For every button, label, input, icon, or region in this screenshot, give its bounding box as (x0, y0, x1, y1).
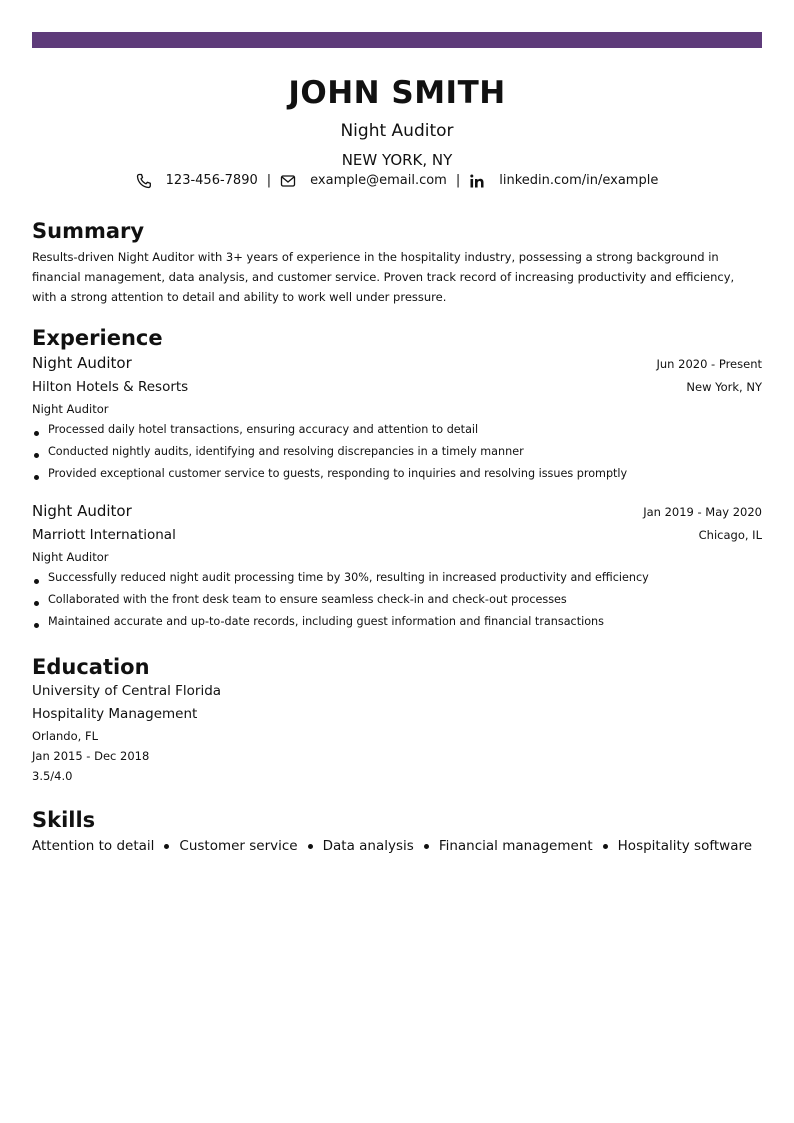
bullet-item: Processed daily hotel transactions, ensuring accuracy and attention to detail (32, 419, 762, 441)
skill-item: Data analysis (322, 838, 414, 854)
gpa: 3.5/4.0 (32, 769, 73, 783)
job-dates: Jan 2019 - May 2020 (643, 505, 762, 519)
candidate-name: JOHN SMITH (288, 75, 506, 111)
job-role: Night Auditor (32, 402, 109, 416)
experience-section (32, 325, 762, 647)
skill-item: Hospitality software (617, 838, 753, 854)
contact-separator: | (266, 173, 272, 188)
resume-header (32, 72, 762, 191)
degree-name: Hospitality Management (32, 706, 198, 722)
job-bullets (32, 419, 762, 485)
school-name: University of Central Florida (32, 683, 222, 699)
job-title: Night Auditor (32, 502, 132, 520)
skill-separator (424, 844, 429, 849)
skills-section (32, 807, 762, 858)
phone-icon (136, 173, 152, 189)
company-name: Hilton Hotels & Resorts (32, 379, 189, 395)
bullet-item: Collaborated with the front desk team to ensure seamless check-in and check-out processes (32, 589, 762, 611)
bullet-item: Provided exceptional customer service to guests, responding to inquiries and resolving issues promptly (32, 463, 762, 485)
experience-heading: Experience (32, 326, 163, 350)
skill-separator (308, 844, 313, 849)
bullet-item: Conducted nightly audits, identifying and resolving discrepancies in a timely manner (32, 441, 762, 463)
summary-text: Results-driven Night Auditor with 3+ years of experience in the hospitality industry, possessing a strong background in financial management, data analysis, and customer service. Proven track record of increasing productivity and efficiency, with a strong attention to detail and ability to work well under pressure. (32, 250, 735, 304)
education-heading: Education (32, 655, 150, 679)
job-location: New York, NY (686, 380, 762, 394)
skill-separator (603, 844, 608, 849)
job-bullets (32, 567, 762, 633)
job-title-headline: Night Auditor (340, 121, 454, 141)
contact-row (32, 171, 762, 191)
summary-section (32, 218, 762, 307)
skill-item: Financial management (438, 838, 593, 854)
bullet-item: Maintained accurate and up-to-date records, including guest information and financial transactions (32, 611, 762, 633)
job-entry (32, 351, 762, 485)
education-dates: Jan 2015 - Dec 2018 (32, 749, 150, 763)
email-address: example@email.com (310, 173, 447, 188)
summary-heading: Summary (32, 219, 145, 243)
phone-number: 123-456-7890 (165, 173, 258, 188)
linkedin-url: linkedin.com/in/example (499, 173, 659, 188)
skill-item: Customer service (179, 838, 298, 854)
skill-item: Attention to detail (32, 838, 155, 854)
contact-separator: | (455, 173, 461, 188)
skills-list (32, 834, 762, 858)
skill-separator (164, 844, 169, 849)
accent-bar (32, 32, 762, 48)
skills-heading: Skills (32, 808, 96, 832)
job-title: Night Auditor (32, 354, 132, 372)
bullet-item: Successfully reduced night audit processing time by 30%, resulting in increased productivity and efficiency (32, 567, 762, 589)
school-location: Orlando, FL (32, 729, 98, 743)
job-role: Night Auditor (32, 550, 109, 564)
mail-icon (280, 173, 296, 189)
job-dates: Jun 2020 - Present (656, 357, 762, 371)
job-location: Chicago, IL (698, 528, 762, 542)
candidate-location: NEW YORK, NY (341, 151, 453, 169)
job-entry (32, 499, 762, 633)
education-section (32, 654, 762, 786)
company-name: Marriott International (32, 527, 176, 543)
linkedin-icon (469, 173, 485, 189)
